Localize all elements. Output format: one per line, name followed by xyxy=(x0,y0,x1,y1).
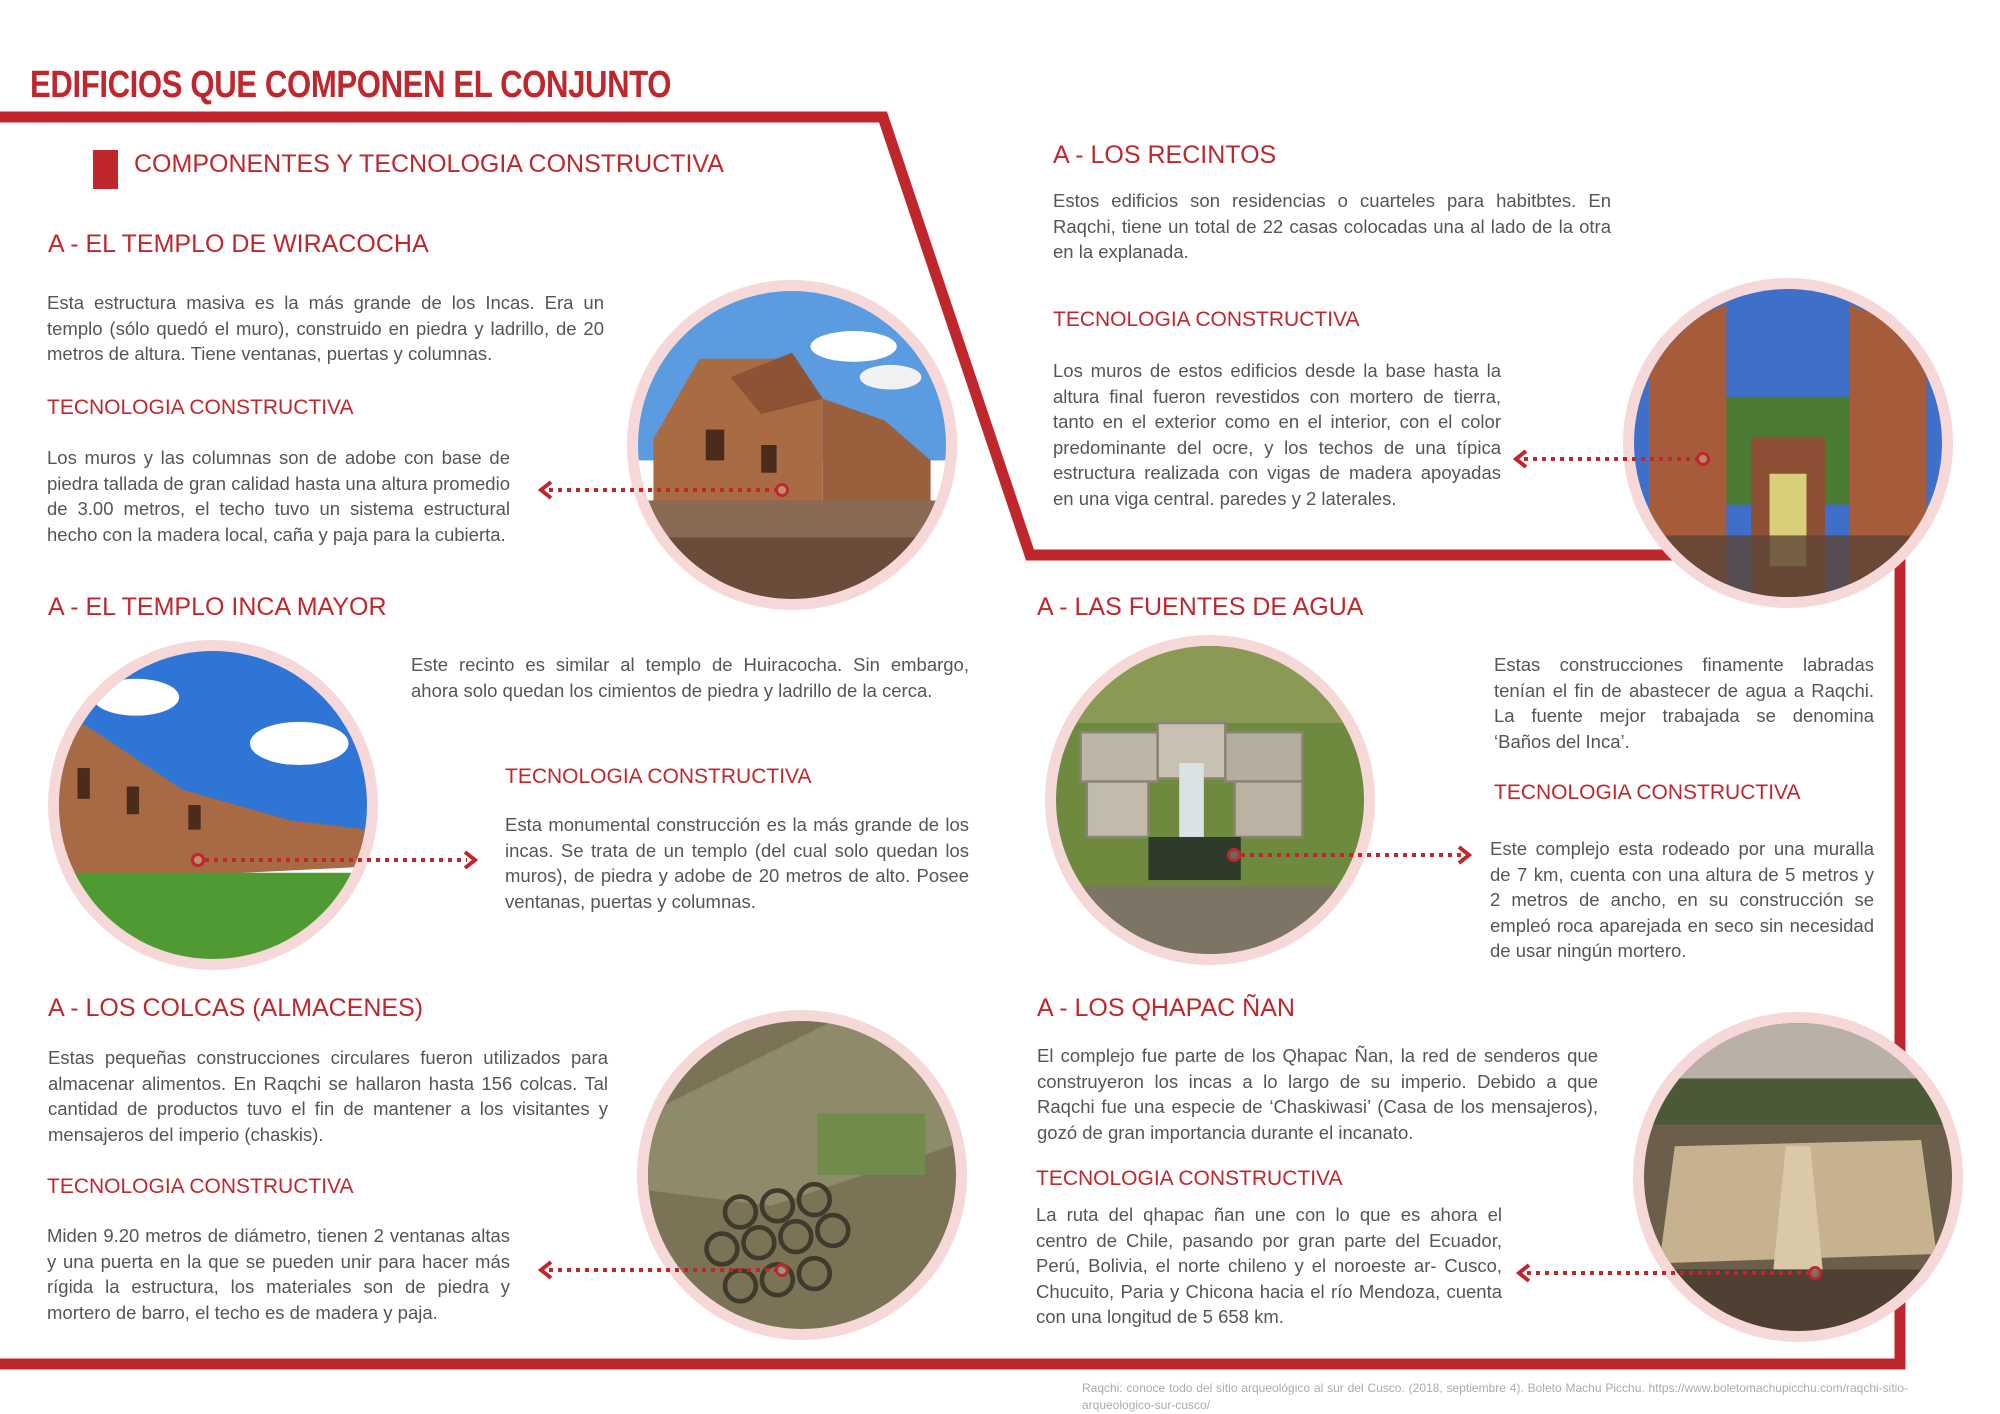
photo-templo-inca-mayor xyxy=(48,640,378,970)
tech-title-colcas: TECNOLOGIA CONSTRUCTIVA xyxy=(47,1175,354,1198)
source-citation: Raqchi: conoce todo del sitio arqueológico al sur del Cusco. (2018, septiembre 4). Boleto Machu Picchu. https://www.boletomachupicchu.com/raqchi-sitio-arqueologico-sur-cusco/ xyxy=(1082,1381,1908,1412)
tech-text-fuentes: Este complejo esta rodeado por una muralla de 7 km, cuenta con una altura de 5 metros y 2 metros de ancho, en su construcción se empleó roca aparejada en seco sin necesidad de usar ningún mortero. xyxy=(1490,838,1874,961)
arrow-left-colcas xyxy=(537,1260,777,1280)
tech-title-recintos: TECNOLOGIA CONSTRUCTIVA xyxy=(1053,308,1360,331)
tech-title-wiracocha: TECNOLOGIA CONSTRUCTIVA xyxy=(47,396,354,419)
section-title-wiracocha: A - EL TEMPLO DE WIRACOCHA xyxy=(48,230,429,258)
tech-text-colcas: Miden 9.20 metros de diámetro, tienen 2 ventanas altas y una puerta en la que se pueden unir para hacer más rígida la estructura, los materiales son de piedra y mortero de barro, el techo es de madera y paja. xyxy=(47,1225,510,1323)
section-title-fuentes: A - LAS FUENTES DE AGUA xyxy=(1037,593,1364,621)
section-text-fuentes: Estas construcciones finamente labradas tenían el fin de abastecer de agua a Raqchi. La fuente mejor trabajada se denomina ‘Baños del Inca’. xyxy=(1494,654,1874,752)
arrow-right-inca-mayor xyxy=(205,850,480,870)
section-title-inca-mayor: A - EL TEMPLO INCA MAYOR xyxy=(48,593,387,621)
photo-templo-wiracocha xyxy=(627,280,957,610)
tech-text-recintos: Los muros de estos edificios desde la base hasta la altura final fueron revestidos con mortero de tierra, tanto en el exterior como en el interior, con el color predominante del ocre, y los techos de una típica estructura realizada con vigas de madera apoyadas en una viga central. paredes y 2 laterales. xyxy=(1053,360,1501,509)
tech-title-fuentes: TECNOLOGIA CONSTRUCTIVA xyxy=(1494,781,1801,804)
tech-text-wiracocha: Los muros y las columnas son de adobe con base de piedra tallada de gran calidad hasta una altura promedio de 3.00 metros, el techo tuvo un sistema estructural hecho con la madera local, caña y paja para la cubierta. xyxy=(47,447,510,545)
arrow-left-wiracocha xyxy=(537,480,777,500)
section-title-recintos: A - LOS RECINTOS xyxy=(1053,141,1277,169)
subtitle-marker xyxy=(93,150,118,189)
locator-marker-inca-mayor xyxy=(191,853,205,867)
page-subtitle: COMPONENTES Y TECNOLOGIA CONSTRUCTIVA xyxy=(134,150,724,178)
section-text-inca-mayor: Este recinto es similar al templo de Huiracocha. Sin embargo, ahora solo quedan los cimientos de piedra y ladrillo de la cerca. xyxy=(411,654,969,701)
tech-title-qhapac: TECNOLOGIA CONSTRUCTIVA xyxy=(1036,1167,1343,1190)
photo-fuentes-agua xyxy=(1045,635,1375,965)
page-title: EDIFICIOS QUE COMPONEN EL CONJUNTO xyxy=(30,64,672,106)
arrow-left-recintos xyxy=(1512,449,1702,469)
section-title-colcas: A - LOS COLCAS (ALMACENES) xyxy=(48,994,424,1022)
tech-text-inca-mayor: Esta monumental construcción es la más grande de los incas. Se trata de un templo (del cual solo quedan los muros), de piedra y adobe de 20 metros de alto. Posee ventanas, puertas y columnas. xyxy=(505,814,969,912)
tech-text-qhapac: La ruta del qhapac ñan une con lo que es ahora el centro de Chile, pasando por gran parte del Ecuador, Perú, Bolivia, el norte chileno y el noroeste ar- Cusco, Chucuito, Paria y Chicona hacia el río Mendoza, cuenta con una longitud de 5 658 km. xyxy=(1036,1204,1502,1327)
section-text-qhapac: El complejo fue parte de los Qhapac Ñan, la red de senderos que construyeron los incas a lo largo de su imperio. Debido a que Raqchi fue una especie de ‘Chaskiwasi’ (Casa de los mensajeros), gozó de gran importancia durante el incanato. xyxy=(1037,1045,1598,1143)
arrow-right-fuentes xyxy=(1241,845,1473,865)
arrow-left-qhapac xyxy=(1515,1263,1811,1283)
tech-title-inca-mayor: TECNOLOGIA CONSTRUCTIVA xyxy=(505,765,812,788)
photo-qhapac-nan xyxy=(1633,1012,1963,1342)
locator-marker-fuentes xyxy=(1227,848,1241,862)
locator-marker-wiracocha xyxy=(775,483,789,497)
section-title-qhapac: A - LOS QHAPAC ÑAN xyxy=(1037,994,1295,1022)
section-text-recintos: Estos edificios son residencias o cuarteles para habitbtes. En Raqchi, tiene un total de 22 casas colocadas una al lado de la otra en la explanada. xyxy=(1053,190,1611,262)
section-text-colcas: Estas pequeñas construcciones circulares fueron utilizados para almacenar alimentos. En Raqchi se hallaron hasta 156 colcas. Tal cantidad de productos tuvo el fin de mantener a los visitantes y mensajeros del imperio (chaskis). xyxy=(48,1047,608,1145)
photo-recintos xyxy=(1623,278,1953,608)
photo-colcas xyxy=(637,1010,967,1340)
section-text-wiracocha: Esta estructura masiva es la más grande de los Incas. Era un templo (sólo quedó el muro), construido en piedra y ladrillo, de 20 metros de altura. Tiene ventanas, puertas y columnas. xyxy=(47,292,604,364)
locator-marker-colcas xyxy=(775,1263,789,1277)
